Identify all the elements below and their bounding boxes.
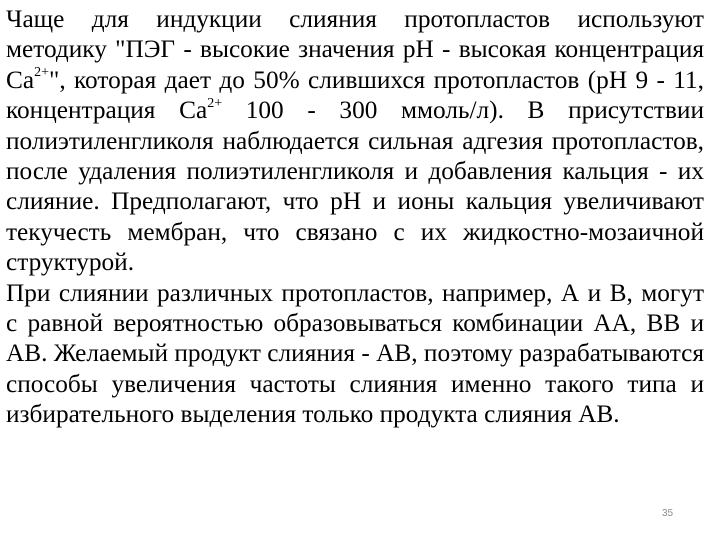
calcium-charge-superscript-2: 2+ [207,95,223,111]
paragraph-1-text-a: Чаще для индукции слияния протопластов используют методику "ПЭГ - высокие значения рН - высокая концентрация Ca [6,5,704,94]
paragraph-fusion-combinations: При слиянии различных протопластов, например, А и В, могут с равной вероятностью образовываться комбинации АА, ВВ и АВ. Желаемый продукт слияния - АВ, поэтому разрабатываются способы увеличения частоты слияния именно такого типа и избирательного выделения только продукта слияния АВ. [6,278,704,429]
page-number: 35 [662,508,674,519]
paragraph-peg-method [6,4,704,278]
paragraph-1-text-c: 100 - 300 ммоль/л). В присутствии полиэтиленгликоля наблюдается сильная адгезия протопластов, после удаления полиэтиленгликоля и добавления кальция - их слияние. Предполагают, что рН и ионы кальция увеличивают текучесть мембран, что связано с их жидкостно-мозаичной структурой. [6,96,704,277]
calcium-charge-superscript: 2+ [34,65,50,81]
paragraph-1-text-b: ", которая дает до 50% слившихся протопластов (рН 9 - 11, концентрация Са [6,65,704,125]
body-text [6,4,704,430]
